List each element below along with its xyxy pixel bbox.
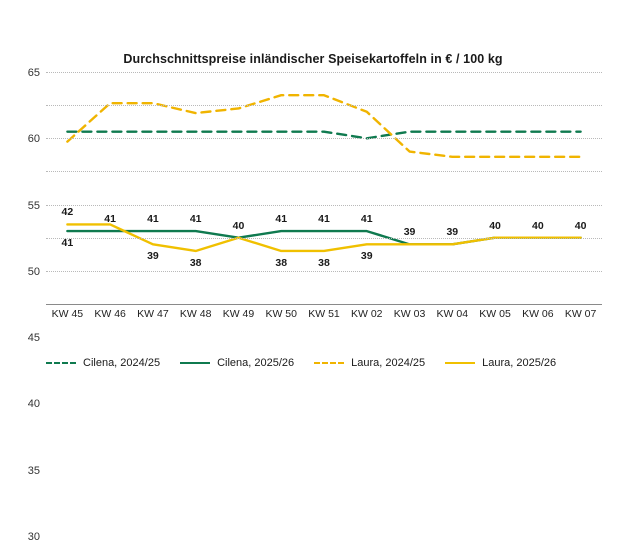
data-point-label: 38: [318, 256, 330, 269]
x-axis-tick-label: KW 04: [436, 308, 469, 320]
legend-label: Cilena, 2024/25: [83, 357, 161, 369]
x-axis-labels: [46, 308, 602, 328]
legend-label: Laura, 2025/26: [482, 357, 557, 369]
data-point-label: 39: [446, 226, 459, 239]
x-axis-tick-label: KW 03: [393, 308, 426, 320]
legend-swatch-icon: [314, 362, 344, 364]
data-point-label: 40: [232, 219, 245, 232]
data-point-label: 42: [61, 206, 74, 219]
x-axis-tick-label: KW 07: [564, 308, 597, 320]
data-point-label: 41: [147, 213, 159, 226]
legend-item[interactable]: [445, 357, 556, 369]
y-axis-tick-label: 40: [27, 398, 40, 411]
y-axis-tick-label: 60: [27, 133, 40, 146]
x-axis-tick-label: KW 05: [479, 308, 511, 320]
series-layer: [46, 72, 602, 304]
x-axis-tick-label: KW 49: [222, 308, 255, 320]
x-axis-tick-label: KW 50: [265, 308, 297, 320]
gridline: [27, 67, 602, 79]
data-point-label: 41: [104, 213, 116, 226]
y-axis-tick-label: 45: [27, 332, 40, 345]
legend-label: Laura, 2024/25: [351, 357, 426, 369]
data-point-label: 40: [489, 219, 501, 232]
data-point-label: 40: [532, 219, 544, 232]
y-axis-tick-label: 50: [27, 265, 40, 278]
y-axis-tick-label: 35: [27, 464, 40, 477]
legend-item[interactable]: [314, 357, 425, 369]
gridline: [27, 105, 602, 146]
data-point-label: 41: [360, 213, 373, 226]
x-axis-tick-label: KW 47: [137, 308, 169, 320]
x-axis-tick-label: KW 51: [308, 308, 340, 320]
data-point-label: 41: [318, 213, 330, 226]
x-axis-tick-label: KW 02: [351, 308, 383, 320]
chart-legend: [46, 352, 602, 374]
data-point-label: 41: [275, 213, 288, 226]
legend-swatch-icon: [445, 362, 475, 364]
legend-swatch-icon: [46, 362, 76, 364]
data-point-label: 41: [189, 213, 202, 226]
y-axis-tick-label: 65: [27, 67, 40, 79]
data-point-label: 40: [574, 219, 587, 232]
x-axis-tick-label: KW 45: [51, 308, 84, 320]
legend-item[interactable]: [46, 357, 160, 369]
data-point-label: 39: [403, 226, 416, 239]
data-point-label: 39: [147, 250, 159, 263]
x-axis-tick-label: KW 46: [94, 308, 126, 320]
data-point-label: 38: [275, 256, 288, 269]
data-point-label: 39: [360, 250, 373, 263]
x-axis-tick-label: KW 48: [179, 308, 212, 320]
series-line: [67, 132, 580, 139]
y-axis-tick-label: 55: [27, 199, 40, 212]
x-axis-tick-label: KW 06: [522, 308, 554, 320]
chart-title: Durchschnittspreise inländischer Speisekartoffeln in € / 100 kg: [123, 52, 503, 66]
y-axis-tick-label: 30: [27, 531, 40, 543]
legend-label: Cilena, 2025/26: [217, 357, 295, 369]
legend-item[interactable]: [180, 357, 294, 369]
legend-swatch-icon: [180, 362, 210, 364]
data-point-label: 41: [61, 237, 74, 250]
data-point-label: 38: [189, 256, 202, 269]
